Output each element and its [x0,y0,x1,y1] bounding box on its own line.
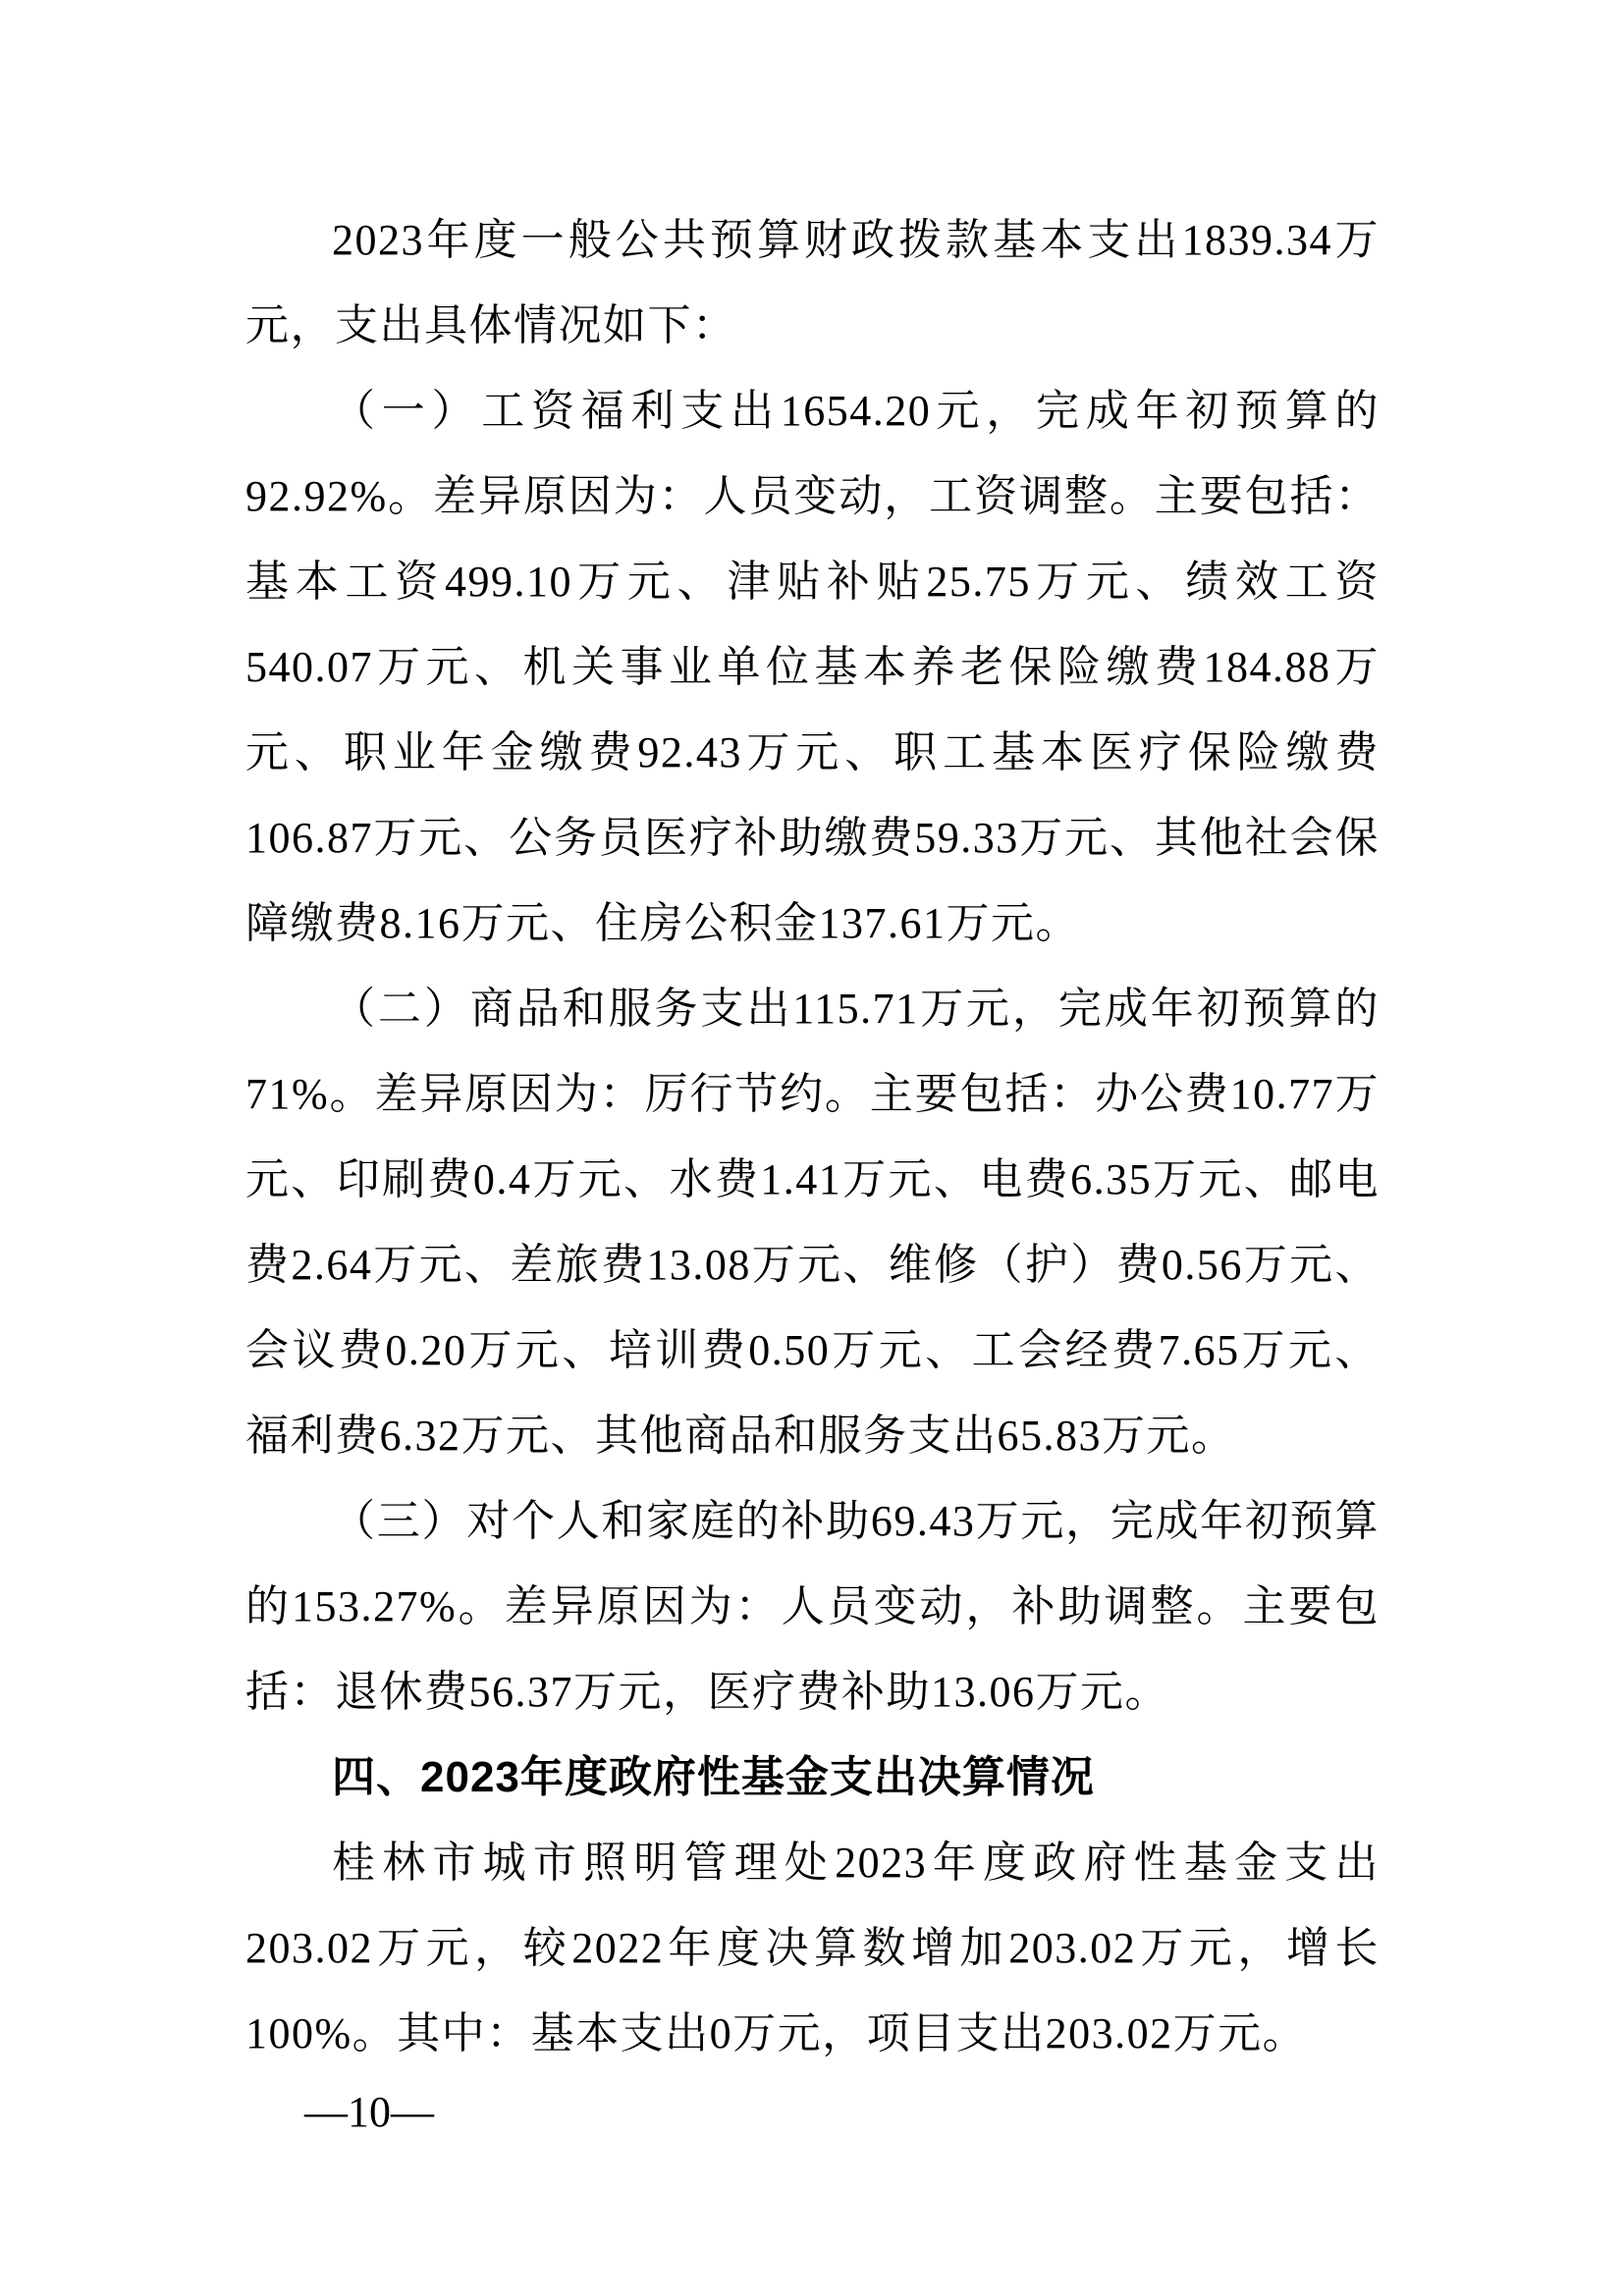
paragraph-wage-welfare-expenditure: （一）工资福利支出1654.20元，完成年初预算的92.92%。差异原因为：人员变动，工资调整。主要包括：基本工资499.10万元、津贴补贴25.75万元、绩效工资540.07万元、机关事业单位基本养老保险缴费184.88万元、职业年金缴费92.43万元、职工基本医疗保险缴费106.87万元、公务员医疗补助缴费59.33万元、其他社会保障缴费8.16万元、住房公积金137.61万元。 [245,387,1380,947]
paragraph-government-fund-expenditure: 桂林市城市照明管理处2023年度政府性基金支出203.02万元，较2022年度决算数增加203.02万元，增长100%。其中：基本支出0万元，项目支出203.02万元。 [245,1839,1380,2057]
paragraph-goods-services-expenditure: （二）商品和服务支出115.71万元，完成年初预算的71%。差异原因为：厉行节约。主要包括：办公费10.77万元、印刷费0.4万元、水费1.41万元、电费6.35万元、邮电费2.64万元、差旅费13.08万元、维修（护）费0.56万元、会议费0.20万元、培训费0.50万元、工会经费7.65万元、福利费6.32万元、其他商品和服务支出65.83万元。 [245,985,1380,1460]
document-body [245,197,1380,2076]
section-heading-government-fund: 四、2023年度政府性基金支出决算情况 [332,1753,1095,1801]
page-number: —10— [304,2088,434,2136]
paragraph-intro-basic-expenditure: 2023年度一般公共预算财政拨款基本支出1839.34万元，支出具体情况如下： [245,216,1380,349]
paragraph-individual-family-subsidy: （三）对个人和家庭的补助69.43万元，完成年初预算的153.27%。差异原因为：人员变动，补助调整。主要包括：退休费56.37万元，医疗费补助13.06万元。 [245,1497,1380,1716]
